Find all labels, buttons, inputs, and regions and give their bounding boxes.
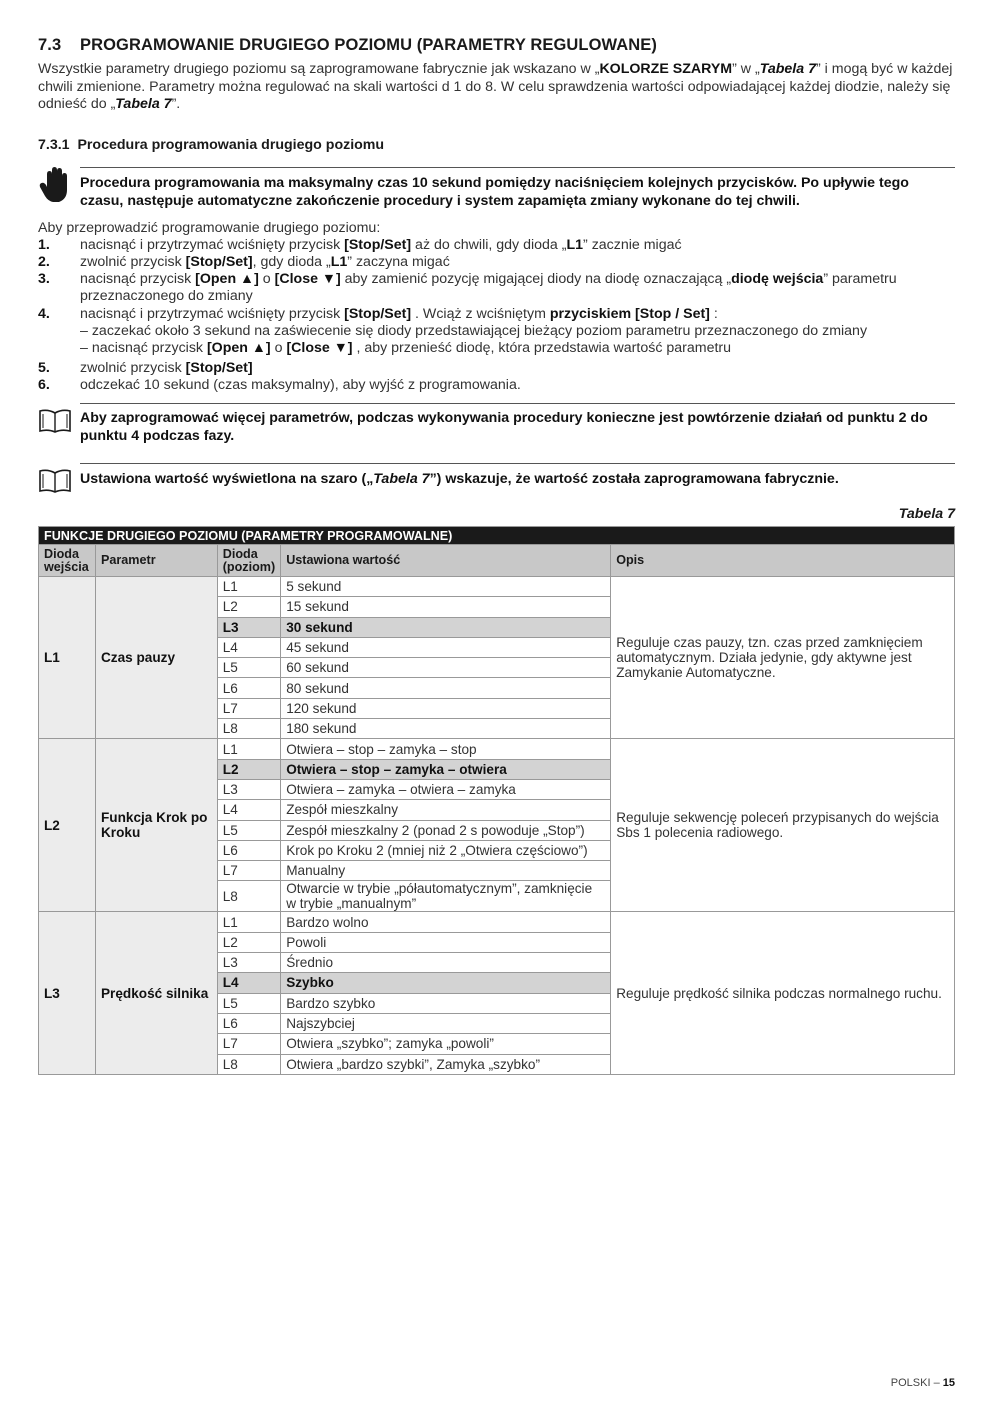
- description-cell: Reguluje sekwencję poleceń przypisanych do wejścia Sbs 1 polecenia radiowego.: [611, 739, 955, 912]
- intro-table-ref: Tabela 7: [759, 61, 816, 77]
- level-led-cell: L2: [217, 932, 280, 952]
- input-led-cell: L1: [39, 577, 96, 739]
- info-note-repeat: Aby zaprogramować więcej parametrów, podczas wykonywania procedury konieczne jest powtórzenie działań od punktu 2 do punktu 4 podczas fazy.: [80, 410, 928, 444]
- value-cell: Zespół mieszkalny 2 (ponad 2 s powoduje „Stop”): [281, 820, 611, 840]
- table-row: [39, 739, 955, 759]
- intro-text: ” i mogą być w każdej chwili zmienione. Parametry można regulować na skali wartości d 1 do 8. W celu sprawdzenia wartości odpowiadającej każdej diodzie, należy się odnieść do „: [38, 61, 953, 112]
- info-note-gray-value: [80, 470, 955, 488]
- led-label: L1: [330, 254, 348, 270]
- note-text: Ustawiona wartość wyświetlona na szaro („: [80, 471, 374, 487]
- value-cell: Otwiera – zamyka – otwiera – zamyka: [281, 779, 611, 799]
- intro-bold-gray: KOLORZE SZARYM: [599, 61, 733, 77]
- section-title: PROGRAMOWANIE DRUGIEGO POZIOMU (PARAMETRY REGULOWANE): [80, 36, 657, 54]
- level-led-cell: L1: [217, 577, 280, 597]
- key-stop-set: [Stop/Set]: [344, 237, 412, 253]
- sub-step: , aby przenieść diodę, która przedstawia wartość parametru: [352, 340, 732, 356]
- footer-language: POLSKI –: [890, 1377, 943, 1389]
- divider: [80, 167, 955, 168]
- step-text: aż do chwili, gdy dioda „: [411, 237, 567, 253]
- key-stop-set: [Stop/Set]: [185, 360, 253, 376]
- level-led-cell: L3: [217, 779, 280, 799]
- value-cell: Zespół mieszkalny: [281, 800, 611, 820]
- value-cell: Szybko: [281, 973, 611, 993]
- step-text: ” zacznie migać: [583, 237, 682, 253]
- step-number: 3.: [38, 271, 50, 287]
- table-row: [39, 912, 955, 932]
- level-led-cell: L6: [217, 840, 280, 860]
- description-cell: Reguluje prędkość silnika podczas normalnego ruchu.: [611, 912, 955, 1074]
- col-input-led: Dioda wejścia: [39, 545, 96, 577]
- table-label: Tabela 7: [898, 506, 955, 522]
- steps-intro: Aby przeprowadzić programowanie drugiego poziomu:: [38, 220, 381, 236]
- key-close: [Close ▼]: [274, 271, 341, 287]
- note-text: ”) wskazuje, że wartość została zaprogramowana fabrycznie.: [429, 471, 839, 487]
- parameters-table: [38, 526, 955, 1075]
- step-text: ” parametru przeznaczonego do zmiany: [80, 271, 897, 304]
- col-level-led: Dioda (poziom): [217, 545, 280, 577]
- step-text: . Wciąż z wciśniętym: [411, 306, 550, 322]
- parameter-cell: Prędkość silnika: [95, 912, 217, 1074]
- col-value: Ustawiona wartość: [281, 545, 611, 577]
- table-caption: FUNKCJE DRUGIEGO POZIOMU (PARAMETRY PROGRAMOWALNE): [39, 527, 955, 545]
- intro-paragraph: [38, 61, 955, 114]
- level-led-cell: L7: [217, 861, 280, 881]
- step-text: zwolnić przycisk: [80, 360, 186, 376]
- level-led-cell: L8: [217, 719, 280, 739]
- value-cell: 5 sekund: [281, 577, 611, 597]
- level-led-cell: L4: [217, 973, 280, 993]
- divider: [80, 403, 955, 404]
- value-cell: Bardzo wolno: [281, 912, 611, 932]
- page-footer: [891, 1377, 955, 1389]
- key-stop-set: [Stop/Set]: [185, 254, 253, 270]
- value-cell: 45 sekund: [281, 637, 611, 657]
- value-cell: Manualny: [281, 861, 611, 881]
- level-led-cell: L6: [217, 1013, 280, 1033]
- level-led-cell: L5: [217, 658, 280, 678]
- intro-table-ref: Tabela 7: [115, 96, 172, 112]
- book-icon: [38, 408, 72, 434]
- step-bold: diodę wejścia: [731, 271, 824, 287]
- input-led-cell: L2: [39, 739, 96, 912]
- value-cell: Otwiera – stop – zamyka – otwiera: [281, 759, 611, 779]
- col-description: Opis: [611, 545, 955, 577]
- level-led-cell: L2: [217, 759, 280, 779]
- step-number: 6.: [38, 377, 50, 393]
- level-led-cell: L7: [217, 1034, 280, 1054]
- level-led-cell: L1: [217, 739, 280, 759]
- value-cell: 15 sekund: [281, 597, 611, 617]
- level-led-cell: L2: [217, 597, 280, 617]
- value-cell: 180 sekund: [281, 719, 611, 739]
- input-led-cell: L3: [39, 912, 96, 1074]
- subsection-heading: [38, 137, 384, 153]
- key-close: [Close ▼]: [286, 340, 353, 356]
- divider: [80, 463, 955, 464]
- page-number: 15: [942, 1377, 955, 1389]
- sub-step: o: [270, 340, 287, 356]
- level-led-cell: L8: [217, 881, 280, 912]
- value-cell: Najszybciej: [281, 1013, 611, 1033]
- level-led-cell: L8: [217, 1054, 280, 1074]
- subsection-number: 7.3.1: [38, 137, 70, 153]
- value-cell: Otwiera „szybko”; zamyka „powoli”: [281, 1034, 611, 1054]
- value-cell: Powoli: [281, 932, 611, 952]
- level-led-cell: L4: [217, 637, 280, 657]
- parameter-cell: Funkcja Krok po Kroku: [95, 739, 217, 912]
- value-cell: Bardzo szybko: [281, 993, 611, 1013]
- note-table-ref: Tabela 7: [373, 471, 430, 487]
- step-text: zwolnić przycisk: [80, 254, 186, 270]
- value-cell: 80 sekund: [281, 678, 611, 698]
- intro-text: ” w „: [732, 61, 760, 77]
- value-cell: Krok po Kroku 2 (mniej niż 2 „Otwiera częściowo”): [281, 840, 611, 860]
- sub-step: – zaczekać około 3 sekund na zaświecenie się diody przedstawiającej bieżący poziom parametru przeznaczonego do zmiany: [80, 323, 868, 339]
- level-led-cell: L5: [217, 820, 280, 840]
- step-bold: przyciskiem [Stop / Set]: [549, 306, 710, 322]
- value-cell: Otwiera – stop – zamyka – stop: [281, 739, 611, 759]
- value-cell: Otwarcie w trybie „półautomatycznym”, zamknięcie w trybie „manualnym”: [281, 881, 611, 912]
- book-icon: [38, 468, 72, 494]
- level-led-cell: L7: [217, 698, 280, 718]
- level-led-cell: L6: [217, 678, 280, 698]
- subsection-title: Procedura programowania drugiego poziomu: [77, 137, 385, 153]
- step-number: 4.: [38, 306, 50, 322]
- hand-stop-icon: [38, 166, 72, 204]
- step-text: o: [258, 271, 275, 287]
- key-open: [Open ▲]: [206, 340, 271, 356]
- level-led-cell: L4: [217, 800, 280, 820]
- sub-step: – nacisnąć przycisk: [80, 340, 207, 356]
- step-text: nacisnąć i przytrzymać wciśnięty przycisk: [80, 306, 345, 322]
- intro-text: Wszystkie parametry drugiego poziomu są zaprogramowane fabrycznie jak wskazano w „: [38, 61, 600, 77]
- step-text: odczekać 10 sekund (czas maksymalny), aby wyjść z programowania.: [80, 377, 521, 393]
- key-stop-set: [Stop/Set]: [344, 306, 412, 322]
- led-label: L1: [566, 237, 584, 253]
- value-cell: 30 sekund: [281, 617, 611, 637]
- step-text: nacisnąć przycisk: [80, 271, 196, 287]
- step-text: ” zaczyna migać: [347, 254, 450, 270]
- level-led-cell: L3: [217, 617, 280, 637]
- section-number: 7.3: [38, 36, 62, 54]
- step-text: aby zamienić pozycję migającej diody na diodę oznaczającą „: [340, 271, 732, 287]
- section-heading: [38, 36, 657, 55]
- step-text: :: [709, 306, 718, 322]
- step-number: 1.: [38, 237, 50, 253]
- intro-text: ”.: [171, 96, 181, 112]
- key-open: [Open ▲]: [195, 271, 259, 287]
- table-row: [39, 577, 955, 597]
- value-cell: 120 sekund: [281, 698, 611, 718]
- level-led-cell: L1: [217, 912, 280, 932]
- step-number: 5.: [38, 360, 50, 376]
- step-text: nacisnąć i przytrzymać wciśnięty przycisk: [80, 237, 345, 253]
- parameter-cell: Czas pauzy: [95, 577, 217, 739]
- level-led-cell: L5: [217, 993, 280, 1013]
- value-cell: Otwiera „bardzo szybki”, Zamyka „szybko”: [281, 1054, 611, 1074]
- step-text: , gdy dioda „: [252, 254, 331, 270]
- col-parameter: Parametr: [95, 545, 217, 577]
- value-cell: Średnio: [281, 953, 611, 973]
- value-cell: 60 sekund: [281, 658, 611, 678]
- description-cell: Reguluje czas pauzy, tzn. czas przed zamknięciem automatycznym. Działa jedynie, gdy aktywne jest Zamykanie Automatyczne.: [611, 577, 955, 739]
- step-number: 2.: [38, 254, 50, 270]
- warning-note: Procedura programowania ma maksymalny czas 10 sekund pomiędzy naciśnięciem kolejnych przycisków. Po upływie tego czasu, następuje automatyczne zakończenie procedury i system zapamięta zmiany wykonane do tej chwili.: [80, 175, 909, 209]
- level-led-cell: L3: [217, 953, 280, 973]
